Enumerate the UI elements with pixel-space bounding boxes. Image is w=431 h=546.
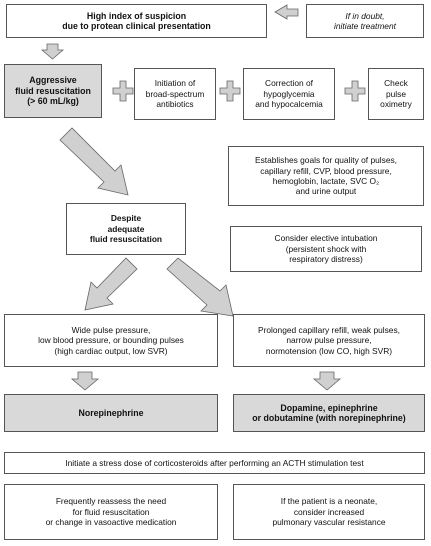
oximetry-box	[368, 68, 424, 120]
wide-pulse-box	[4, 314, 218, 367]
doubt-box	[306, 4, 424, 38]
hypoglycemia-line-1: Correction of	[265, 78, 313, 89]
neonate-box	[233, 484, 425, 540]
reassess-line-2: for fluid resuscitation	[72, 506, 150, 517]
reassess-line-3: or change in vasoactive medication	[45, 517, 177, 528]
arrow-down-top	[42, 44, 63, 59]
neonate-line-3: pulmonary vascular resistance	[272, 517, 386, 528]
aggressive-line-3: (> 60 mL/kg)	[27, 96, 79, 107]
plus-icon	[220, 81, 240, 101]
arrow-down-right	[314, 372, 340, 390]
plus-icon	[345, 81, 365, 101]
despite-line-1: Despite	[110, 213, 142, 224]
oximetry-line-2: pulse	[385, 88, 407, 99]
norepinephrine-box	[4, 394, 218, 432]
wide-line-2: low blood pressure, or bounding pulses	[38, 335, 184, 346]
reassess-line-1: Frequently reassess the need	[55, 496, 167, 507]
intubation-line-2: (persistent shock with	[285, 243, 367, 254]
neonate-line-2: consider increased	[293, 506, 365, 517]
reassess-box	[4, 484, 218, 540]
arrow-left	[275, 5, 298, 19]
goals-box	[228, 146, 424, 206]
aggressive-line-1: Aggressive	[29, 75, 77, 86]
suspicion-box	[6, 4, 267, 38]
hypoglycemia-box	[243, 68, 335, 120]
hypoglycemia-line-3: and hypocalcemia	[255, 99, 323, 110]
dopamine-box	[233, 394, 425, 432]
despite-line-2: adequate	[107, 223, 145, 234]
prolonged-line-2: narrow pulse pressure,	[286, 335, 372, 346]
arrow-diagonal-left	[85, 258, 137, 310]
goals-line-3: hemoglobin, lactate, SVC O₂	[272, 176, 380, 186]
stress-dose-label: Initiate a stress dose of corticosteroids after performing an ACTH stimulation test	[65, 457, 364, 468]
suspicion-line-1: High index of suspicion	[86, 10, 187, 21]
intubation-line-3: respiratory distress)	[289, 254, 363, 265]
antibiotics-line-2: broad-spectrum	[145, 88, 205, 99]
despite-box	[66, 203, 186, 255]
doubt-line-1: If in doubt,	[345, 10, 385, 21]
wide-line-3: (high cardiac output, low SVR)	[54, 345, 168, 356]
stress-dose-box	[4, 452, 425, 474]
antibiotics-line-1: Initiation of	[154, 78, 196, 89]
prolonged-line-3: normotension (low CO, high SVR)	[265, 345, 393, 356]
oximetry-line-1: Check	[384, 78, 408, 89]
aggressive-line-2: fluid resuscitation	[15, 85, 91, 96]
goals-line-2: capillary refill, CVP, blood pressure,	[260, 165, 392, 176]
despite-line-3: fluid resuscitation	[89, 234, 163, 245]
arrow-down-left	[72, 372, 98, 390]
oximetry-line-3: oximetry	[380, 99, 412, 110]
dopamine-line-2: or dobutamine (with norepinephrine)	[252, 413, 406, 423]
norepinephrine-label: Norepinephrine	[78, 407, 144, 418]
hypoglycemia-line-2: hypoglycemia	[263, 88, 315, 99]
goals-line-4: and urine output	[295, 186, 357, 197]
prolonged-refill-box	[233, 314, 425, 367]
intubation-line-1: Consider elective intubation	[274, 233, 378, 244]
wide-line-1: Wide pulse pressure,	[71, 324, 151, 335]
dopamine-line-1: Dopamine, epinephrine	[280, 402, 378, 413]
aggressive-fluid-box	[4, 64, 102, 118]
intubation-box	[230, 226, 422, 272]
arrow-diagonal-right	[167, 258, 233, 316]
prolonged-line-1: Prolonged capillary refill, weak pulses,	[258, 324, 400, 335]
doubt-line-2: initiate treatment	[334, 21, 396, 31]
arrow-diagonal-1	[60, 128, 128, 195]
antibiotics-box	[134, 68, 216, 120]
neonate-line-1: If the patient is a neonate,	[280, 496, 378, 507]
antibiotics-line-3: antibiotics	[156, 99, 194, 110]
plus-icon	[113, 81, 133, 101]
goals-line-1: Establishes goals for quality of pulses,	[255, 155, 397, 166]
suspicion-line-2: due to protean clinical presentation	[62, 21, 211, 31]
